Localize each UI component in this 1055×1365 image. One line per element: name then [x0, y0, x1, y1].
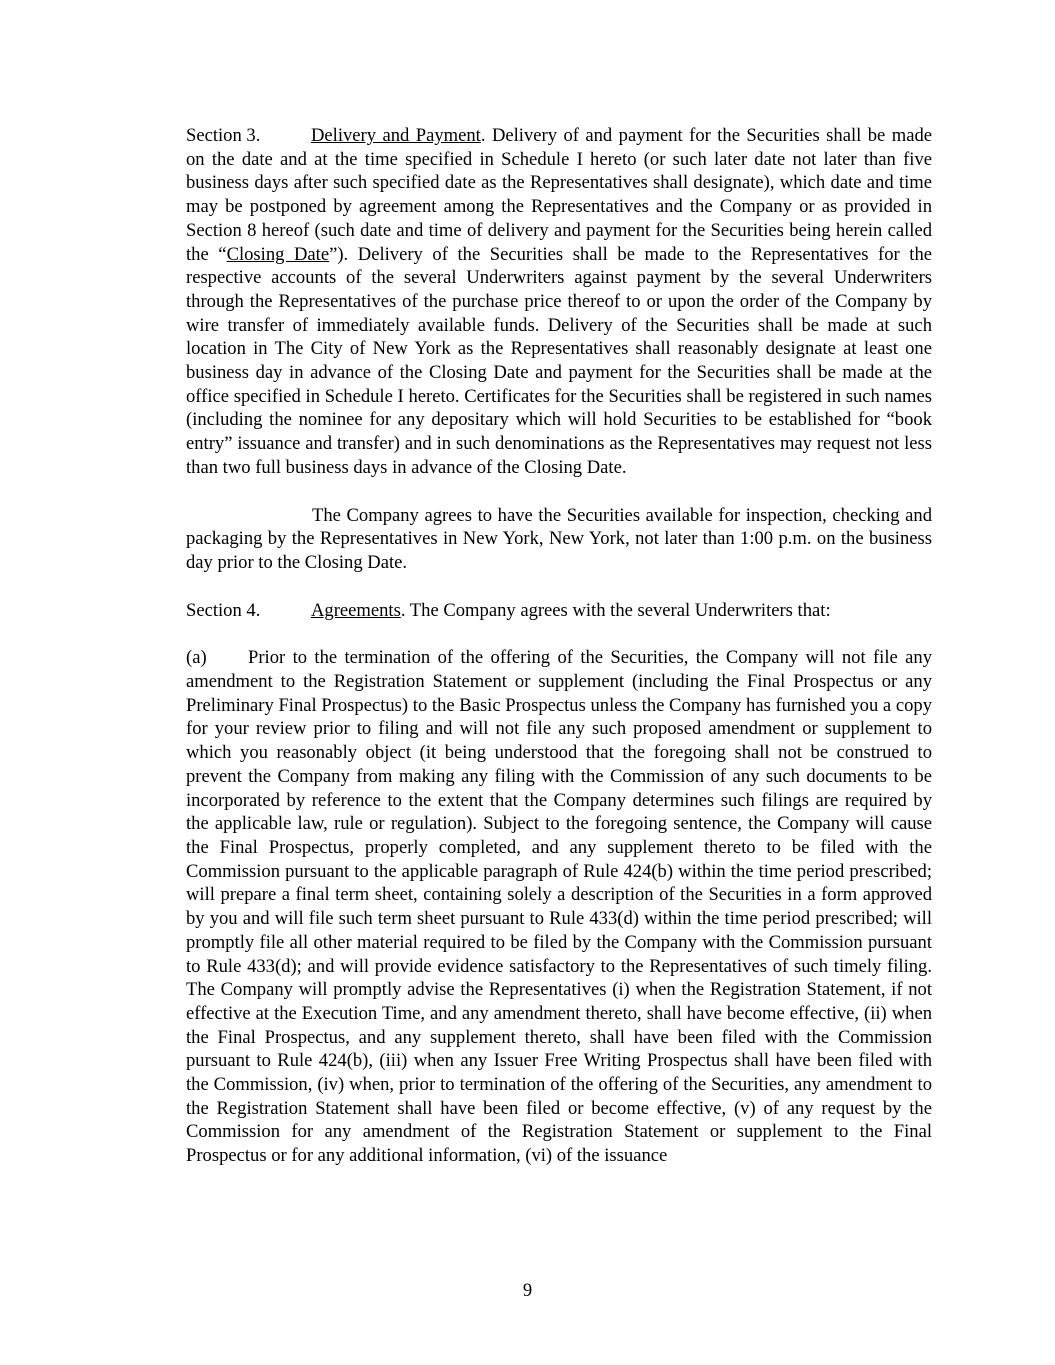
section-3-paragraph	[186, 124, 932, 480]
section-4-item-a	[186, 646, 932, 1167]
section-4-heading: Agreements	[311, 599, 401, 621]
item-a-text: Prior to the termination of the offering of the Securities, the Company will not file any amendment to the Registration Statement or supplement (including the Final Prospectus or any Preliminary Final Prospectus) to the Basic Prospectus unless the Company has furnished you a copy for your review prior to filing and will not file any such proposed amendment or supplement to which you reasonably object (it being understood that the foregoing shall not be construed to prevent the Company from making any filing with the Commission of any such documents to be incorporated by reference to the extent that the Company determines such filings are required by the applicable law, rule or regulation). Subject to the foregoing sentence, the Company will cause the Final Prospectus, properly completed, and any supplement thereto to be filed with the Commission pursuant to the applicable paragraph of Rule 424(b) within the time period prescribed; will prepare a final term sheet, containing solely a description of the Securities in a form approved by you and will file such term sheet pursuant to Rule 433(d) within the time period prescribed; will promptly file all other material required to be filed by the Company with the Commission pursuant to Rule 433(d); and will provide evidence satisfactory to the Representatives of such timely filing. The Company will promptly advise the Representatives (i) when the Registration Statement, if not effective at the Execution Time, and any amendment thereto, shall have become effective, (ii) when the Final Prospectus, and any supplement thereto, shall have been filed with the Commission pursuant to Rule 424(b), (iii) when any Issuer Free Writing Prospectus shall have been filed with the Commission, (iv) when, prior to termination of the offering of the Securities, any amendment to the Registration Statement shall have been filed or become effective, (v) of any request by the Commission for any amendment of the Registration Statement or supplement to the Final Prospectus or for any additional information, (vi) of the issuance	[186, 647, 932, 1167]
section-3-heading: Delivery and Payment	[311, 125, 481, 146]
item-a-label: (a)	[186, 647, 207, 669]
section-3-paragraph-2: The Company agrees to have the Securities available for inspection, checking and packaging by the Representatives in New York, New York, not later than 1:00 p.m. on the business day prior to the Closing Date.	[186, 504, 932, 573]
section-4-heading-paragraph	[186, 599, 932, 623]
document-body	[186, 124, 932, 1168]
section-3-text-a: . Delivery of and payment for the Securities shall be made on the date and at the time specified in Schedule I hereto (or such later date not later than five business days after such specified date as the Representatives shall designate), which date and time may be postponed by agreement among the Representatives and the Company or as provided in Section 8 hereof (such date and time of delivery and payment for the Securities being herein called the “	[186, 125, 932, 265]
section-3-text-b: ”). Delivery of the Securities shall be made to the Representatives for the respective accounts of the several Underwriters against payment by the several Underwriters through the Representatives of the purchase price thereof to or upon the order of the Company by wire transfer of immediately available funds. Delivery of the Securities shall be made at such location in The City of New York as the Representatives shall reasonably designate at least one business day in advance of the Closing Date and payment for the Securities shall be made at the office specified in Schedule I hereto. Certificates for the Securities shall be registered in such names (including the nominee for any depositary which will hold Securities to be established for “book entry” issuance and transfer) and in such denominations as the Representatives may request not less than two full business days in advance of the Closing Date.	[186, 243, 932, 478]
section-4-text: . The Company agrees with the several Underwriters that:	[400, 599, 831, 621]
closing-date-term: Closing Date	[226, 243, 330, 265]
section-4-number: Section 4.	[186, 599, 261, 621]
section-3-number: Section 3.	[186, 125, 261, 146]
page-number: 9	[522, 1280, 533, 1301]
